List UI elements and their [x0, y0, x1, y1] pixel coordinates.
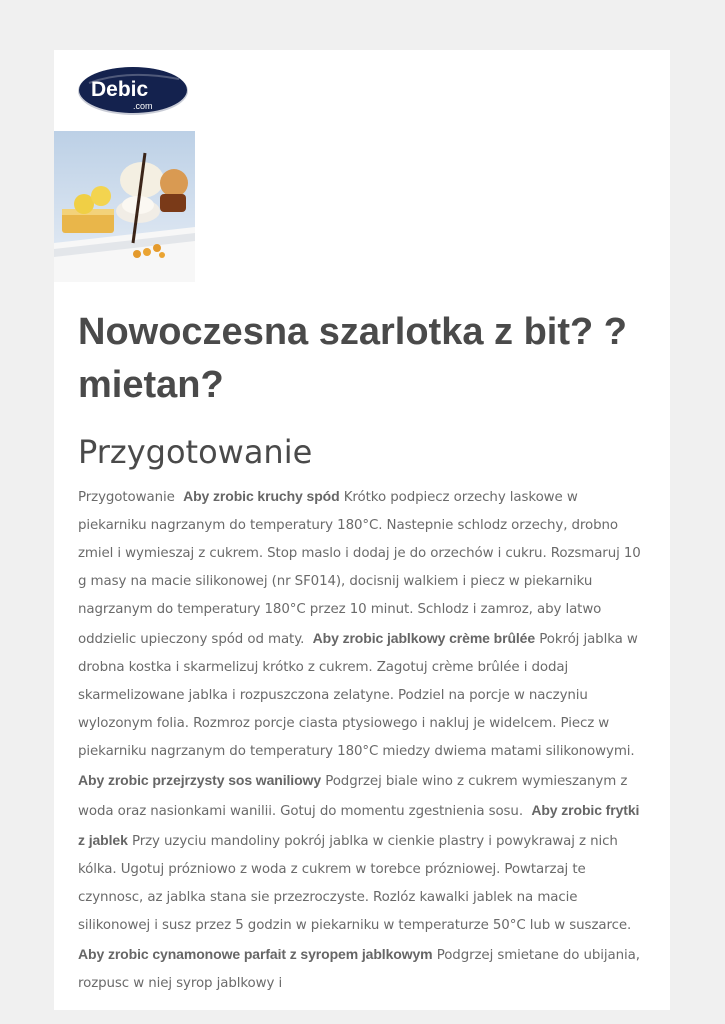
step-heading: Aby zrobic kruchy spód — [183, 488, 340, 504]
step-heading: Aby zrobic frytki z jablek — [78, 802, 640, 848]
logo-suffix: .com — [133, 101, 153, 111]
logo-brand: Debic — [91, 78, 149, 101]
section-heading: Przygotowanie — [78, 433, 313, 471]
step-heading: Aby zrobic jablkowy crème brûlée — [312, 630, 536, 646]
step-text: Podgrzej smietane do ubijania, rozpusc w niej syrop jablkowy i — [78, 948, 640, 991]
step-text: Przy uzyciu mandoliny pokrój jablka w cienkie plastry i powykrawaj z nich kólka. Ugotuj prózniowo z woda z cukrem w torebce prózniowej. Powtarzaj te czynnosc, az jablka stana sie przezroczyste. Rozlóz kawalki jablek na macie silikonowej i susz przez 5 godzin w piekarniku w temperaturze 50°C lub w suszarce. — [78, 834, 632, 933]
step-text: Pokrój jablka w drobna kostka i skarmelizuj krótko z cukrem. Zagotuj crème brûlée i dodaj skarmelizowane jablka i rozpuszczona zelatyne. Podziel na porcje w naczyniu wylozonym folia. Rozmroz porcje ciasta ptysiowego i nakluj je widelcem. Piecz w piekarniku nagrzanym do temperatury 180°C miedzy dwiema matami silikonowymi. — [78, 632, 638, 759]
step-heading: Aby zrobic przejrzysty sos waniliowy — [78, 772, 322, 788]
recipe-body — [78, 482, 644, 998]
debic-logo[interactable] — [77, 65, 189, 117]
recipe-page — [54, 50, 670, 1010]
recipe-title: Nowoczesna szarlotka z bit? ?mietan? — [78, 311, 627, 406]
step-text: Podgrzej biale wino z cukrem wymieszanym z woda oraz nasionkami wanilii. Gotuj do momentu zgestnienia sosu. — [78, 774, 628, 819]
intro-label: Przygotowanie — [78, 490, 175, 505]
step-text: Krótko podpiecz orzechy laskowe w piekarniku nagrzanym do temperatury 180°C. Nastepnie schlodz orzechy, drobno zmiel i wymieszaj z cukrem. Stop maslo i dodaj je do orzechów i cukru. Rozsmaruj 10 g masy na macie silikonowej (nr SF014), docisnij walkiem i piecz w piekarniku nagrzanym do temperatury 180°C przez 10 minut. Schlodz i zamroz, aby latwo oddzielic upieczony spód od maty. — [78, 490, 641, 647]
step-heading: Aby zrobic cynamonowe parfait z syropem jablkowym — [78, 946, 433, 962]
dessert-photo — [54, 131, 195, 282]
